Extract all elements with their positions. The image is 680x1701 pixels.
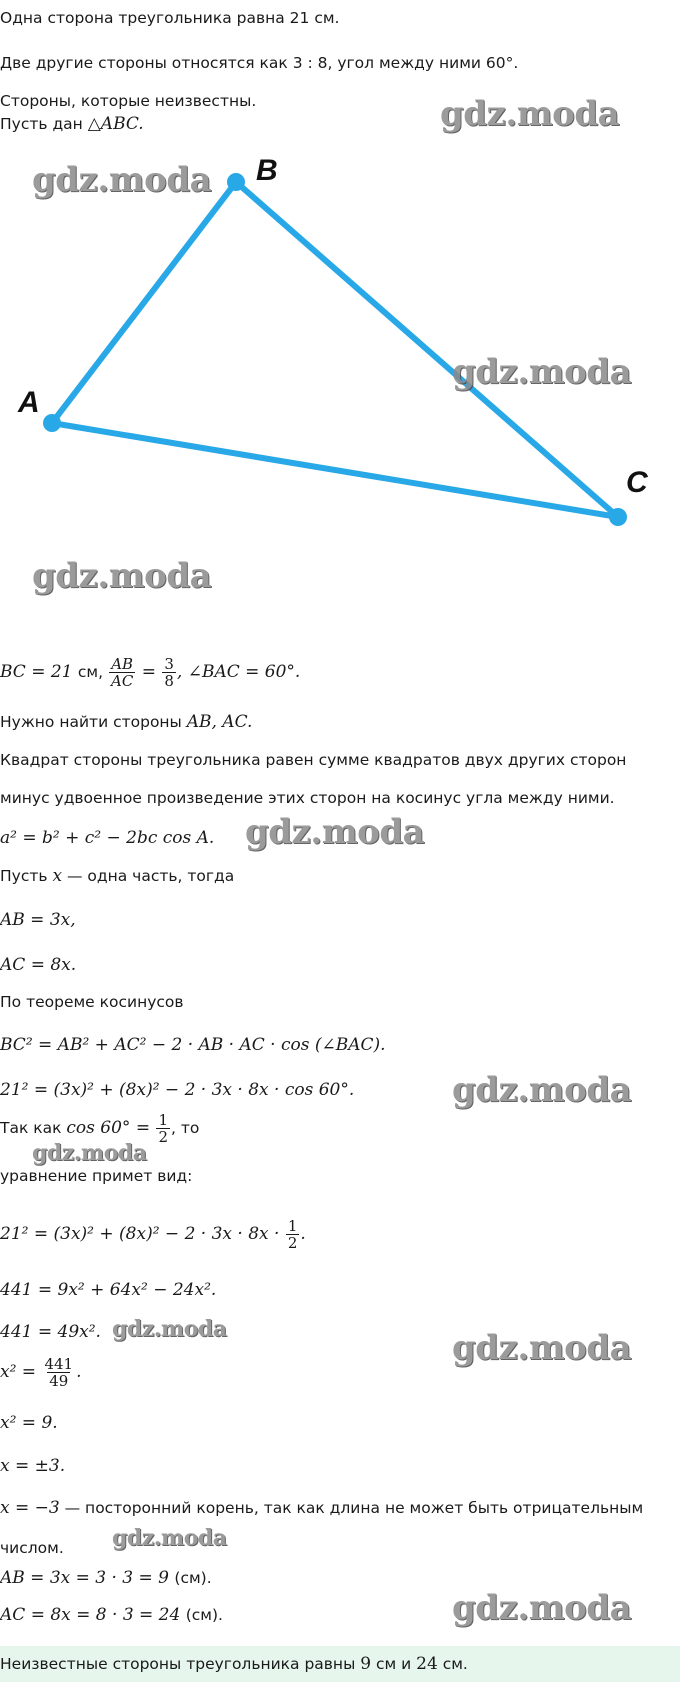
let-text: Пусть дан	[0, 115, 88, 133]
equation-3: 441 = 49x².	[0, 1322, 101, 1342]
equation-1-end: .	[300, 1224, 306, 1244]
vertex-c	[609, 508, 627, 526]
substitution: 21² = (3x)² + (8x)² − 2 · 3x · 8x · cos 60°.	[0, 1080, 355, 1100]
fraction-numerator: AB	[111, 655, 134, 673]
label-a: A	[18, 386, 40, 419]
since-text: Так как	[0, 1119, 67, 1137]
equation-4-end: .	[76, 1362, 82, 1382]
since-fraction	[156, 1112, 170, 1145]
rule-line-1: Квадрат стороны треугольника равен сумме квадратов двух других сторон	[0, 751, 627, 769]
let-text-2: — одна часть, тогда	[62, 867, 235, 885]
answer-text-3: см.	[437, 1655, 468, 1673]
watermark: gdz.moda	[452, 1328, 632, 1368]
problem-line-2: Две другие стороны относятся как 3 : 8, угол между ними 60°.	[0, 54, 519, 72]
watermark: gdz.moda	[32, 556, 212, 596]
let-line	[0, 866, 234, 886]
reject-root: x = −3	[0, 1498, 60, 1518]
fraction-denominator: 2	[158, 1128, 169, 1146]
problem-line-4	[0, 114, 144, 134]
given-equals: =	[136, 662, 162, 682]
becomes-line: уравнение примет вид:	[0, 1167, 193, 1185]
equation-1	[0, 1214, 306, 1254]
watermark: gdz.moda	[112, 1525, 227, 1551]
fraction-numerator: 1	[158, 1111, 169, 1129]
fraction-denominator: 49	[49, 1372, 69, 1390]
fraction-denominator: 8	[164, 672, 174, 690]
fraction-numerator: 441	[44, 1355, 74, 1373]
equation-4	[0, 1352, 82, 1392]
given-line	[0, 652, 300, 692]
equation-5: x² = 9.	[0, 1413, 58, 1433]
vertex-b	[227, 173, 245, 191]
problem-line-3: Стороны, которые неизвестны.	[0, 92, 257, 110]
cosine-formula: a² = b² + c² − 2bc cos A.	[0, 828, 215, 848]
find-text: Нужно найти стороны	[0, 713, 187, 731]
let-text-1: Пусть	[0, 867, 53, 885]
ac-expression: AC = 8x.	[0, 955, 77, 975]
watermark: gdz.moda	[32, 160, 212, 200]
answer-value-ab: 9	[360, 1654, 372, 1674]
fraction-denominator: AC	[110, 672, 134, 690]
ab-expression: AB = 3x,	[0, 910, 76, 930]
vertex-a	[43, 414, 61, 432]
result-ac-math: AC = 8x = 8 · 3 = 24	[0, 1605, 186, 1625]
side-ac	[52, 423, 618, 517]
fraction-denominator: 2	[287, 1234, 298, 1252]
watermark: gdz.moda	[440, 94, 620, 134]
watermark: gdz.moda	[452, 352, 632, 392]
given-bc: BC = 21	[0, 662, 78, 682]
watermark: gdz.moda	[32, 1140, 147, 1166]
watermark: gdz.moda	[112, 1316, 227, 1342]
side-ab	[52, 182, 236, 423]
result-ab	[0, 1568, 212, 1588]
label-b: B	[256, 154, 278, 187]
triangle-symbol: △ABC.	[87, 114, 144, 134]
let-variable: x	[52, 866, 63, 886]
equation-1-left: 21² = (3x)² + (8x)² − 2 · 3x · 8x ·	[0, 1224, 285, 1244]
answer-line	[0, 1654, 468, 1674]
side-bc	[236, 182, 618, 517]
result-ab-unit: (см).	[174, 1569, 212, 1587]
given-unit: см,	[77, 663, 108, 681]
fraction-numerator: 3	[164, 655, 174, 673]
result-ac-unit: (см).	[185, 1606, 223, 1624]
rule-line-2: минус удвоенное произведение этих сторон на косинус угла между ними.	[0, 789, 615, 807]
find-sides: AB, AC.	[186, 712, 253, 732]
answer-text-2: см и	[371, 1655, 417, 1673]
reject-line	[0, 1498, 643, 1518]
answer-value-ac: 24	[416, 1654, 438, 1674]
result-ac	[0, 1605, 223, 1625]
law-of-cosines: BC² = AB² + AC² − 2 · AB · AC · cos (∠BAC).	[0, 1035, 386, 1055]
watermark: gdz.moda	[245, 812, 425, 852]
problem-line-1: Одна сторона треугольника равна 21 см.	[0, 9, 340, 27]
equation-2: 441 = 9x² + 64x² − 24x².	[0, 1280, 217, 1300]
result-ab-math: AB = 3x = 3 · 3 = 9	[0, 1568, 175, 1588]
equation-4-left: x² =	[0, 1362, 42, 1382]
equation-4-fraction	[42, 1356, 75, 1389]
given-ratio-fraction	[109, 656, 135, 689]
given-angle: , ∠BAC = 60°.	[176, 662, 301, 682]
equation-1-fraction	[286, 1218, 300, 1251]
label-c: C	[626, 466, 648, 499]
equation-6: x = ±3.	[0, 1456, 66, 1476]
reject-text: — посторонний корень, так как длина не может быть отрицательным	[59, 1499, 644, 1517]
theorem-line: По теореме косинусов	[0, 993, 184, 1011]
since-text-2: , то	[171, 1119, 200, 1137]
fraction-numerator: 1	[287, 1217, 298, 1235]
answer-text-1: Неизвестные стороны треугольника равны	[0, 1655, 361, 1673]
since-cos: cos 60° =	[66, 1118, 156, 1138]
watermark: gdz.moda	[452, 1588, 632, 1628]
reject-line-2: числом.	[0, 1539, 64, 1557]
given-ratio-value	[162, 656, 176, 689]
find-line	[0, 712, 252, 732]
watermark: gdz.moda	[452, 1070, 632, 1110]
